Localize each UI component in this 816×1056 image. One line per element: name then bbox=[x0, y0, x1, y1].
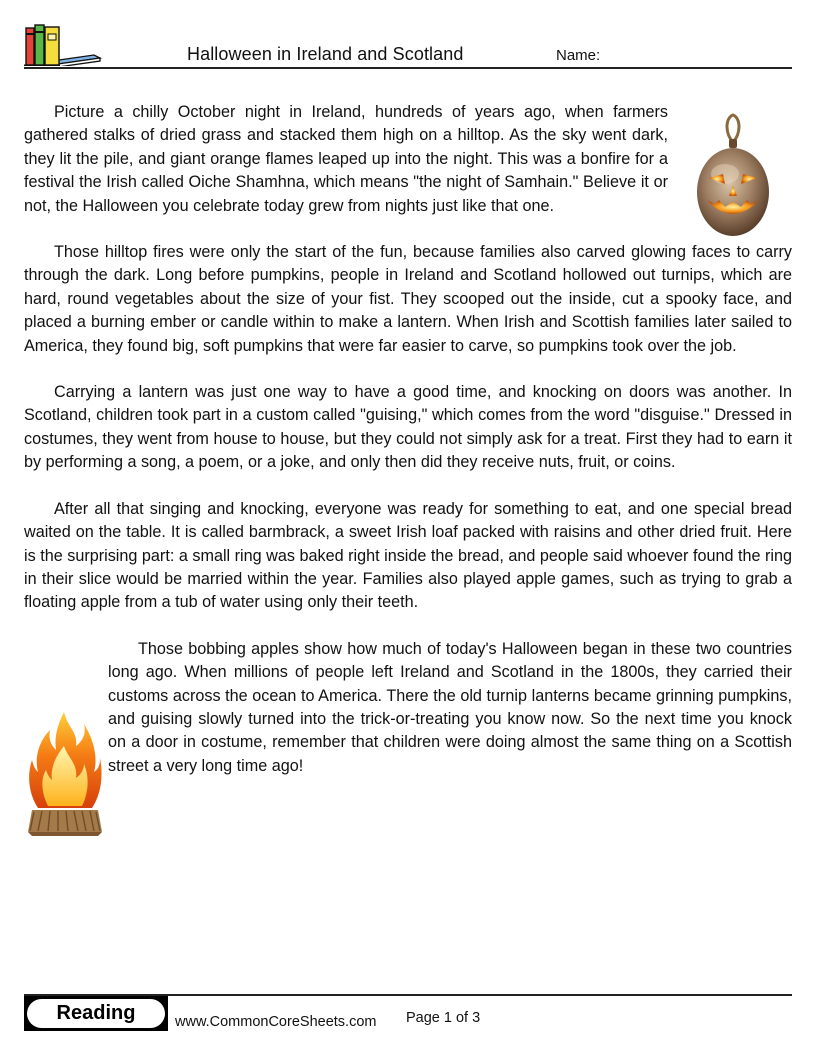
books-icon bbox=[24, 24, 104, 66]
paragraph-2: Those hilltop fires were only the start of the fun, because families also carved glowing faces to carry through the dark. Long before pumpkins, people in Ireland and Scotland hollowed out turnips, which are hard, round vegetables about the size of your fist. They scooped out the inside, cut a spooky face, and placed a burning ember or candle within to make a lantern. When Irish and Scottish families later sailed to America, they found big, soft pumpkins that were far easier to carve, so pumpkins took over the job. bbox=[24, 243, 792, 355]
paragraph-1: Picture a chilly October night in Ireland, hundreds of years ago, when farmers gathered stalks of dried grass and stacked them high on a hilltop. As the sky went dark, they lit the pile, and giant orange flames leaped up into the night. This was a bonfire for a festival the Irish called Oiche Shamhna, which means "the night of Samhain." Believe it or not, the Halloween you celebrate today grew from nights just like that one. bbox=[24, 103, 668, 215]
paragraph-4: After all that singing and knocking, everyone was ready for something to eat, and one special bread waited on the table. It is called barmbrack, a sweet Irish loaf packed with raisins and other dried fruit. Here is the surprising part: a small ring was baked right inside the bread, and people said whoever found the ring in their slice would be married within the year. Families also played apple games, such as trying to grab a floating apple from a tub of water using only their teeth. bbox=[24, 499, 792, 612]
paragraph-3: Carrying a lantern was just one way to have a good time, and knocking on doors was another. In Scotland, children took part in a custom called "guising," which comes from the word "disguise." Dressed in costumes, they went from house to house, but they could not simply ask for a treat. First they had to earn it by performing a song, a poem, or a joke, and only then did they receive nuts, fruit, or coins. bbox=[24, 383, 792, 472]
name-label: Name: bbox=[556, 47, 601, 64]
site-url: www.CommonCoreSheets.com bbox=[175, 1014, 377, 1030]
paragraph-5: Those bobbing apples show how much of today's Halloween began in these two countries long ago. When millions of people left Ireland and Scotland in the 1800s, they carried their customs across the ocean to America. There the old turnip lanterns became grinning pumpkins, and guising slowly turned into the trick-or-treating you know now. So the next time you knock on a door in costume, remember that children were doing almost the same thing on a Scottish street a very long time ago! bbox=[108, 639, 792, 775]
worksheet-title: Halloween in Ireland and Scotland bbox=[187, 44, 464, 64]
bonfire-icon bbox=[28, 710, 102, 838]
worksheet-header bbox=[24, 24, 792, 70]
reading-badge-label: Reading bbox=[27, 999, 165, 1028]
reading-badge bbox=[24, 996, 168, 1031]
reading-passage bbox=[24, 101, 792, 801]
header-divider bbox=[24, 67, 792, 69]
page-number: Page 1 of 3 bbox=[406, 1010, 481, 1026]
